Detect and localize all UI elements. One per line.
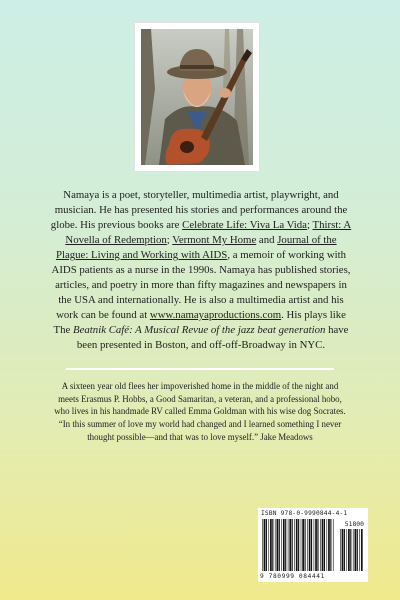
bio-plays-text: . His plays like The (53, 309, 346, 336)
bio-closing-text: have been presented in Boston, and off-off-Broadway in NYC. (76, 324, 349, 351)
barcode-bars (262, 519, 336, 571)
book-link-thirst[interactable]: Thirst: A Novella of Redemption (65, 219, 352, 246)
website-link[interactable]: www.namayaproductions.com (149, 309, 282, 321)
author-bio (50, 188, 352, 353)
bio-separator: ; (166, 234, 173, 246)
book-link-journal-of-the-plague[interactable]: Journal of the Plague: Living and Working with AIDS (55, 234, 337, 261)
book-link-celebrate-life[interactable]: Celebrate Life: Viva La Vida (182, 219, 307, 231)
author-photo (134, 22, 260, 172)
bio-intro-text: Namaya is a poet, storyteller, multimedia artist, playwright, and musician. He has presented his stories and performances around the globe. His previous books are (50, 189, 348, 231)
book-blurb: A sixteen year old flees her impoverished home in the middle of the night and meets Erasmus P. Hobbs, a Good Samaritan, a veteran, and a professional hobo, who lives in his handmade RV called Emma Goldman with his wise dog Socrates. “In this summer of love my world had changed and I learned something I never thought possible—and that was to love myself.” Jake Meadows (54, 381, 346, 442)
isbn-barcode (258, 508, 368, 582)
author-portrait-image (141, 29, 253, 165)
price-code: 51800 (344, 520, 364, 528)
play-title: Beatnik Café: A Musical Revue of the jazz beat generation (73, 324, 326, 336)
bio-separator: ; (306, 219, 313, 231)
section-divider (66, 368, 334, 370)
book-link-vermont-my-home[interactable]: Vermont My Home (172, 234, 257, 246)
bio-memoir-text: , a memoir of working with AIDS patients as a nurse in the 1990s. Namaya has published stories, articles, and poetry in more than fifty magazines and newspapers in the USA and internationally. He is also a multimedia artist and his work can be found at (51, 249, 351, 321)
isbn-number: ISBN 978-0-9990844-4-1 (261, 510, 348, 517)
addon-barcode-bars (340, 529, 364, 571)
barcode-digits: 9 780999 084441 (260, 573, 325, 580)
bio-separator: and (256, 234, 278, 246)
